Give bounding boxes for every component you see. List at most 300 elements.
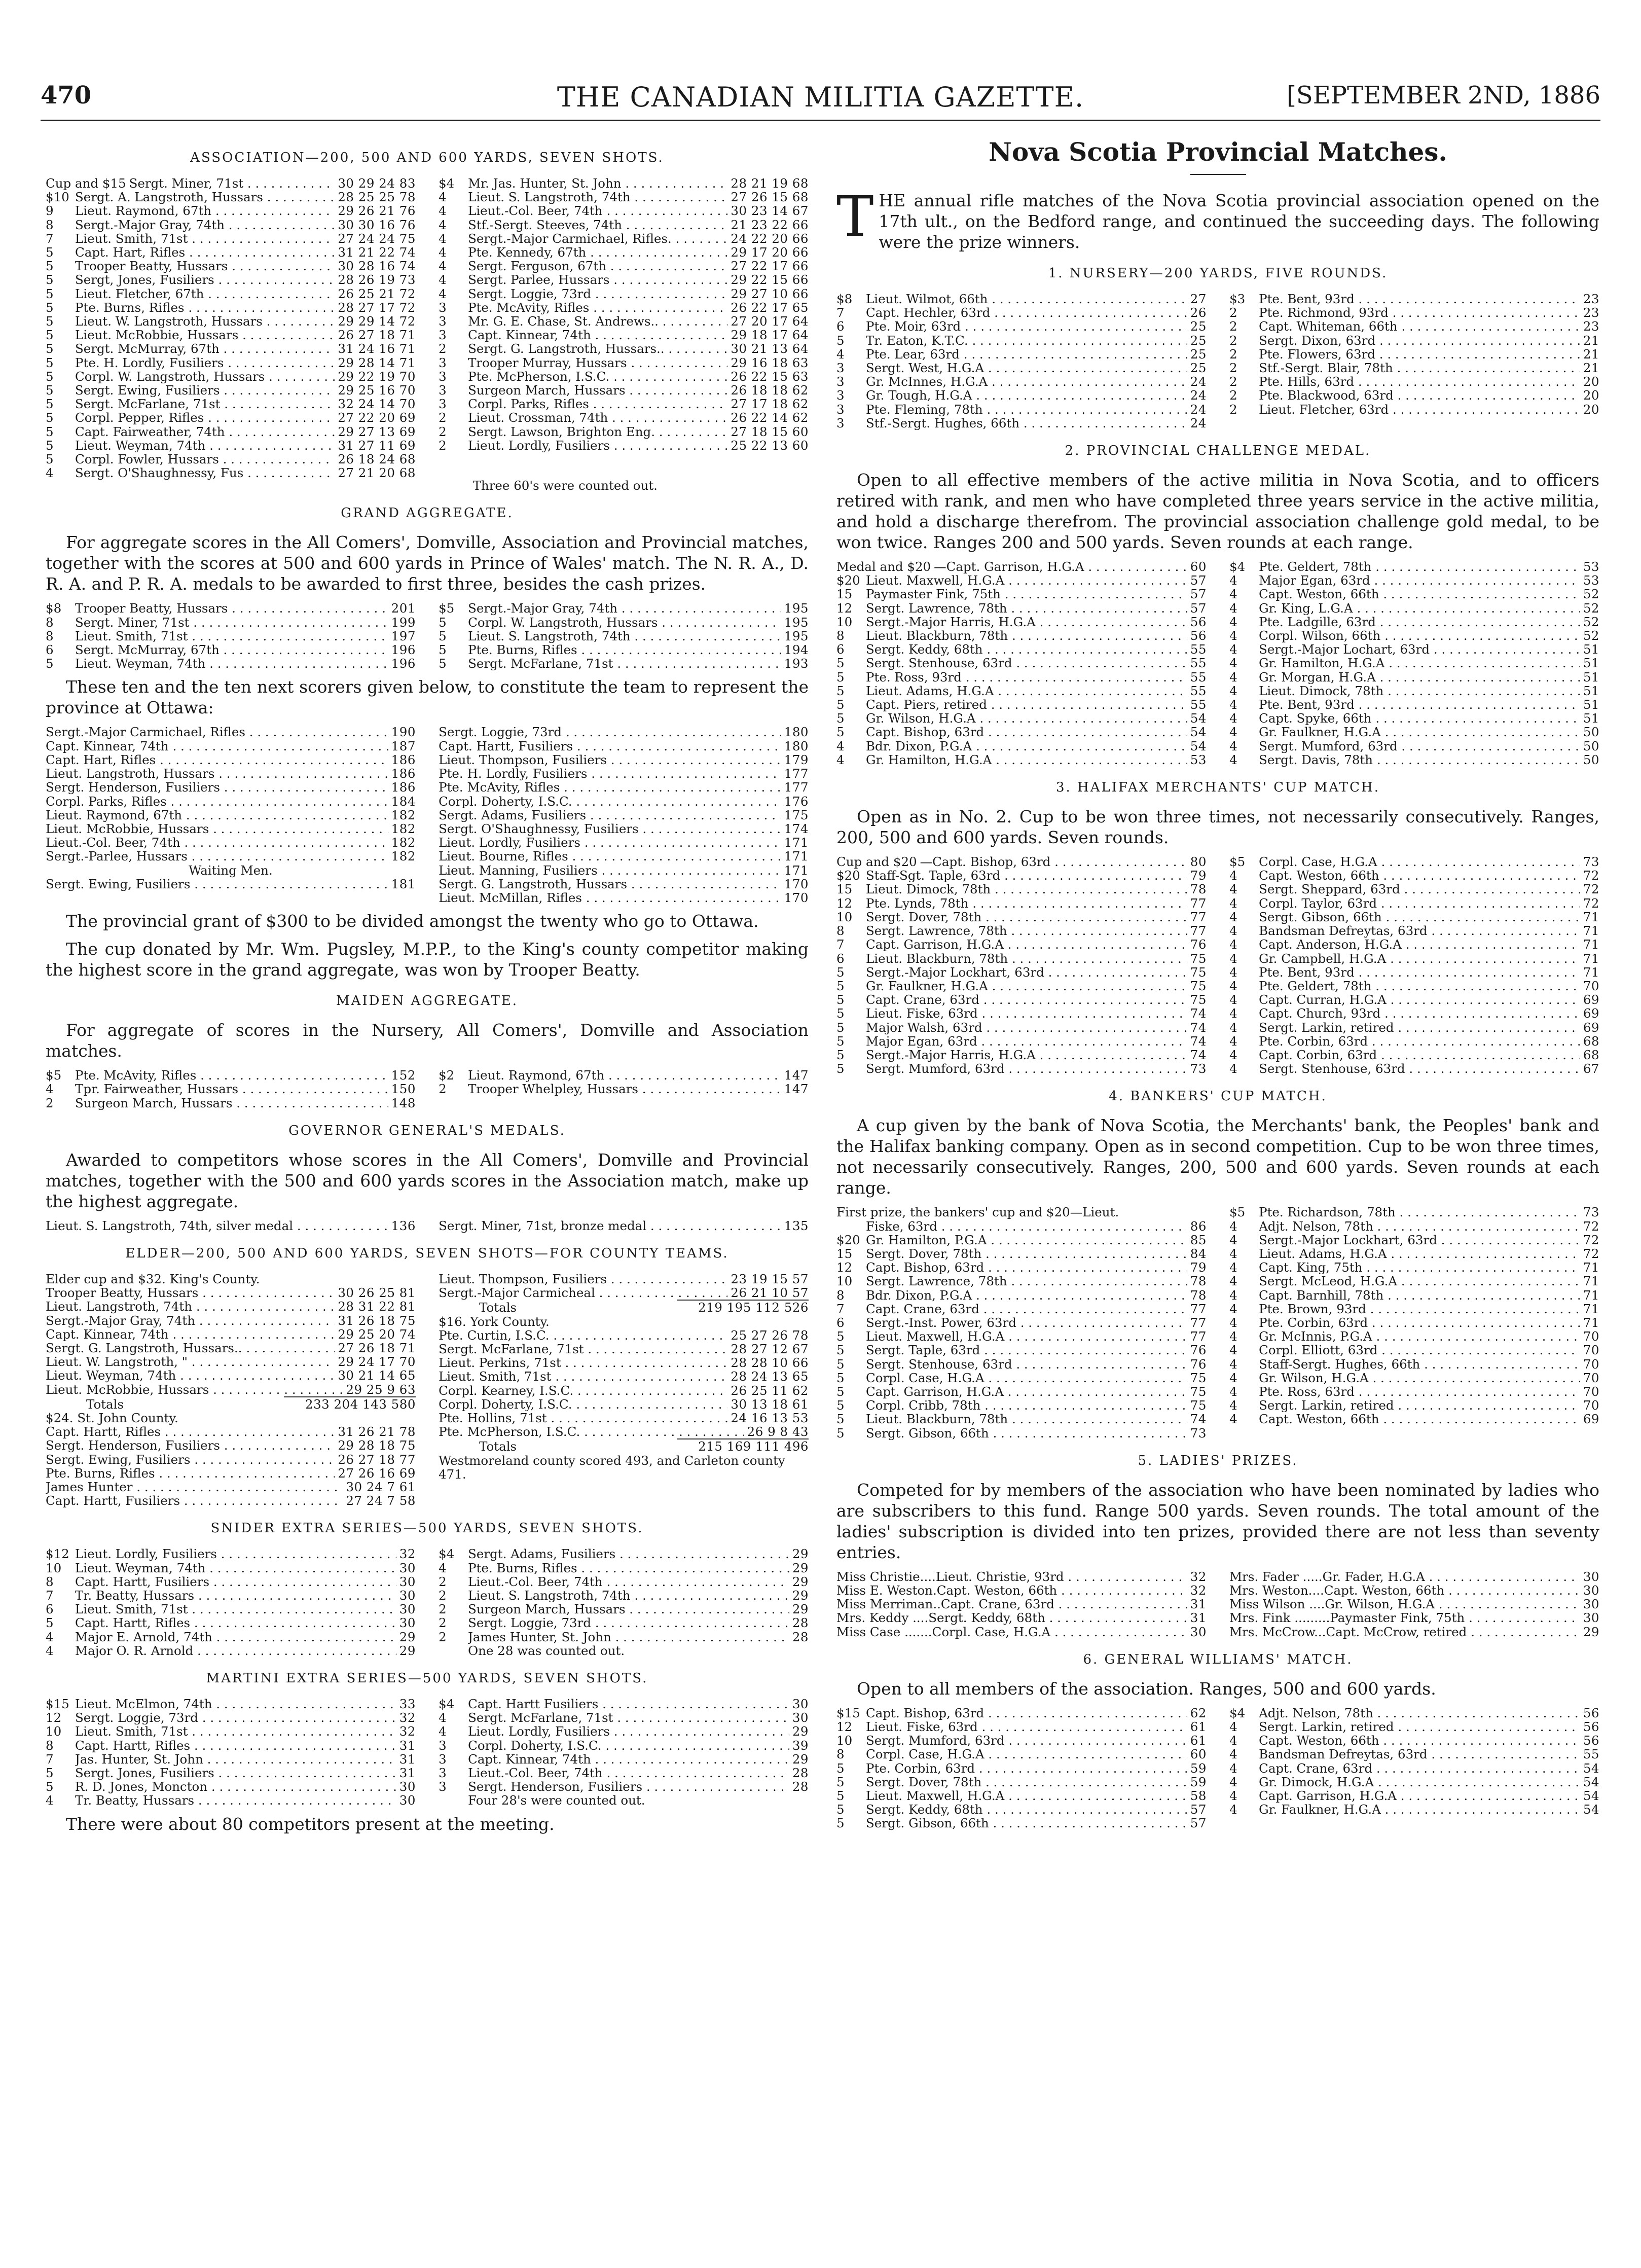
row-name: Sergt.-Major Carmichael, Rifles . . .	[46, 725, 388, 739]
row-prize: 5	[836, 725, 845, 740]
row-name: Capt. Garrison, H.G.A . . .	[1259, 1789, 1580, 1803]
row-score: 30 21 13 64	[731, 341, 809, 356]
row-prize: $5	[439, 601, 455, 616]
table-row	[1229, 601, 1599, 615]
row-prize: 5	[439, 656, 447, 671]
table-row	[1229, 952, 1599, 965]
row-name: Sergt. Taple, 63rd . . .	[866, 1343, 1187, 1357]
row-score: 184	[391, 794, 416, 809]
row-name: Sergt. Larkin, retired . . .	[1259, 1720, 1580, 1734]
row-name: Pte. Lear, 63rd . . .	[866, 347, 1187, 361]
table-row	[46, 466, 416, 480]
row-name: Lieut. Smith, 71st . . .	[75, 629, 388, 643]
row-prize: 7	[46, 231, 54, 246]
table-row	[439, 822, 809, 836]
row-name: Sergt. Dover, 78th . . .	[866, 910, 1187, 924]
row-score: 25 27 26 78	[731, 1327, 809, 1343]
nursery-right	[1229, 292, 1599, 430]
table-row	[439, 657, 809, 670]
row-prize: 2	[1229, 388, 1237, 403]
row-prize: 4	[439, 1724, 447, 1739]
row-name: Pte. Brown, 93rd . . .	[1259, 1302, 1580, 1316]
row-name: Capt. Garrison, H.G.A . . .	[866, 1385, 1187, 1398]
row-name: Capt. Piers, retired . . .	[866, 698, 1187, 711]
row-prize: 4	[439, 203, 447, 219]
row-score: 71	[1583, 909, 1599, 924]
row-score: 56	[1583, 1705, 1599, 1720]
row-name: Sergt, Jones, Fusiliers . . .	[75, 273, 335, 286]
row-score: 20	[1583, 374, 1599, 389]
row-score: 27 20 17 64	[731, 314, 809, 329]
row-name: Capt. Barnhill, 78th . . .	[1259, 1288, 1580, 1302]
row-score: 71	[1583, 1287, 1599, 1303]
row-score: 51	[1583, 683, 1599, 698]
row-prize: 2	[439, 438, 447, 453]
row-name: Sergt. Lawrence, 78th . . .	[866, 1274, 1187, 1288]
table-row	[439, 328, 809, 342]
row-name: Mrs. Keddy ....Sergt. Keddy, 68th . . .	[836, 1611, 1187, 1625]
table-row	[1229, 1747, 1599, 1761]
table-row	[439, 273, 809, 286]
row-score: 53	[1583, 573, 1599, 588]
row-score: 54	[1190, 711, 1207, 726]
table-row	[46, 452, 416, 466]
row-score: 32	[399, 1546, 416, 1562]
table-row	[439, 1068, 809, 1082]
row-prize: 4	[1229, 1246, 1237, 1261]
table-row	[46, 1752, 416, 1766]
table-row	[1229, 1316, 1599, 1329]
row-score: 61	[1190, 1719, 1207, 1734]
table-row	[836, 1316, 1207, 1329]
table-row	[1229, 1288, 1599, 1302]
row-name: Pte. Hollins, 71st . . .	[439, 1411, 727, 1425]
row-score: 86	[1190, 1218, 1207, 1234]
row-name: Sergt. McLeod, H.G.A . . .	[1259, 1274, 1580, 1288]
table-row	[1229, 1329, 1599, 1343]
row-score: 28 31 22 81	[338, 1299, 416, 1314]
row-prize: 3	[439, 300, 447, 315]
row-name: Sergt. Sheppard, 63rd . . .	[1259, 882, 1580, 896]
row-prize: 5	[836, 1774, 845, 1789]
row-prize: 6	[46, 642, 54, 658]
intro-paragraph	[836, 184, 1599, 253]
row-score: 25	[1190, 346, 1207, 362]
elder-left	[46, 1272, 416, 1507]
row-prize: 4	[1229, 951, 1237, 966]
row-score: 199	[391, 615, 416, 630]
maiden-right	[439, 1068, 809, 1110]
table-row	[46, 1327, 416, 1341]
row-score: 182	[391, 835, 416, 850]
table-row	[46, 1300, 416, 1313]
table-row	[439, 1425, 809, 1438]
table-row	[836, 1426, 1207, 1440]
row-prize: $5	[1229, 1205, 1246, 1220]
row-name: Mrs. Fink .........Paymaster Fink, 75th . . .	[1229, 1611, 1580, 1625]
row-name: Lieut. Crossman, 74th . . .	[468, 411, 727, 424]
table-row	[439, 629, 809, 643]
row-prize: 4	[1229, 1006, 1237, 1021]
table-row	[46, 629, 416, 643]
row-name: Sergt. G. Langstroth, Hussars . . .	[439, 877, 781, 891]
row-name: Gr. Dimock, H.G.A . . .	[1259, 1775, 1580, 1789]
row-score: 26 22 15 63	[731, 369, 809, 384]
row-score: 79	[1190, 1260, 1207, 1275]
row-name: Lieut. S. Langstroth, 74th . . .	[468, 190, 727, 204]
table-row	[1229, 1761, 1599, 1775]
challenge-right	[1229, 560, 1599, 767]
table-row	[836, 1412, 1207, 1426]
row-score: 76	[1190, 937, 1207, 952]
row-prize: Cup and $15	[46, 176, 126, 191]
table-row	[1229, 1611, 1599, 1625]
row-name: Lieut. McElmon, 74th . . .	[75, 1697, 396, 1711]
row-score: 23	[1583, 305, 1599, 320]
row-name: Sergt. McFarlane, 71st . . .	[468, 657, 781, 670]
team-table	[46, 725, 809, 905]
row-score: 30	[399, 1793, 416, 1808]
row-prize: 4	[46, 1629, 54, 1644]
row-score: 67	[1583, 1061, 1599, 1076]
table-row	[439, 1272, 809, 1286]
row-score: 75	[1190, 1370, 1207, 1385]
table-row	[1229, 656, 1599, 670]
row-prize: 4	[1229, 1232, 1237, 1247]
row-prize: 4	[1229, 1301, 1237, 1316]
table-row	[46, 1739, 416, 1752]
row-name: Lieut. Bourne, Rifles . . .	[439, 849, 781, 863]
row-name: Sergt. Parlee, Hussars . . .	[468, 273, 727, 286]
table-row	[439, 287, 809, 301]
williams-table	[836, 1706, 1599, 1830]
row-score: 177	[784, 780, 809, 795]
row-prize: 4	[439, 259, 447, 274]
row-score: 181	[391, 876, 416, 891]
row-prize: $4	[1229, 559, 1246, 574]
challenge-heading: 2. PROVINCIAL CHALLENGE MEDAL.	[1065, 443, 1371, 459]
row-score: 186	[391, 780, 416, 795]
row-score: 28 28 10 66	[731, 1355, 809, 1371]
row-name: Pte. H. Lordly, Fusiliers . . .	[439, 767, 781, 780]
row-prize: 4	[439, 245, 447, 260]
row-name: Pte. Kennedy, 67th . . .	[468, 245, 727, 259]
row-prize: 5	[46, 438, 54, 453]
row-name: Lieut. Smith, 71st . . .	[75, 232, 335, 245]
row-name: Sergt. G. Langstroth, Hussars.. . . .	[46, 1341, 335, 1355]
row-prize: 5	[439, 642, 447, 658]
table-row	[46, 1466, 416, 1480]
table-row	[836, 1597, 1207, 1611]
row-score: 201	[391, 601, 416, 616]
row-prize: 10	[46, 1560, 62, 1575]
row-prize: 5	[439, 628, 447, 643]
row-score: 31	[399, 1751, 416, 1767]
association-right	[439, 176, 809, 480]
governor-left	[46, 1219, 416, 1233]
row-name: Lieut. McMillan, Rifles . . .	[439, 891, 781, 905]
table-row	[1229, 855, 1599, 869]
row-score: 80	[1190, 854, 1207, 870]
table-row	[46, 204, 416, 218]
row-name: Lieut. Perkins, 71st . . .	[439, 1356, 727, 1370]
row-name: Gr. King, L.G.A . . .	[1259, 601, 1580, 615]
table-row	[46, 1082, 416, 1096]
row-name: Gr. Faulkner, H.G.A . . .	[1259, 1803, 1580, 1816]
row-prize: 4	[1229, 1719, 1237, 1734]
row-prize: 4	[1229, 1760, 1237, 1776]
row-score: 29 25 16 70	[338, 383, 416, 398]
table-row	[836, 601, 1207, 615]
row-name: Miss Merriman..Capt. Crane, 63rd . . .	[836, 1597, 1187, 1611]
row-name: Pte. Moir, 63rd . . .	[866, 319, 1187, 333]
table-row	[439, 342, 809, 355]
row-name: Corpl. Kearney, I.S.C. . . .	[439, 1384, 727, 1397]
row-score: 56	[1190, 614, 1207, 629]
table-row	[439, 1082, 809, 1096]
table-row	[836, 656, 1207, 670]
row-score: 186	[391, 766, 416, 781]
row-name: Mr. G. E. Chase, St. Andrews.. . . .	[468, 314, 727, 328]
table-row	[1229, 1343, 1599, 1357]
row-score: 55	[1583, 1747, 1599, 1762]
table-row	[46, 795, 416, 808]
row-prize: 5	[836, 669, 845, 685]
table-row	[46, 1369, 416, 1382]
row-prize: 4	[1229, 628, 1237, 643]
closing-paragraph: There were about 80 competitors present at the meeting.	[66, 1814, 555, 1834]
row-name: Lieut. S. Langstroth, 74th . . .	[468, 629, 781, 643]
table-row	[1229, 1219, 1599, 1233]
row-score: 29 28 18 75	[338, 1438, 416, 1453]
table-row	[439, 1384, 809, 1397]
row-name: Capt. Hartt Fusiliers . . .	[468, 1697, 789, 1711]
row-score: 177	[784, 766, 809, 781]
row-prize: $4	[439, 176, 455, 191]
row-score: 29	[792, 1560, 809, 1575]
row-prize: 6	[836, 951, 845, 966]
row-score: 51	[1583, 642, 1599, 657]
row-prize: 8	[836, 628, 845, 643]
table-row	[836, 1233, 1207, 1247]
table-row	[1229, 725, 1599, 739]
row-score: 28 26 19 73	[338, 272, 416, 287]
row-prize: 3	[439, 328, 447, 343]
snider-left	[46, 1547, 416, 1658]
halifax-table	[836, 855, 1599, 1075]
row-score: 196	[391, 656, 416, 671]
table-row	[836, 1288, 1207, 1302]
row-name: Lieut. S. Langstroth, 74th . . .	[468, 1589, 789, 1602]
row-prize: 6	[836, 642, 845, 657]
table-row	[439, 439, 809, 452]
row-prize: 15	[836, 882, 853, 897]
row-score: 28 25 25 78	[338, 190, 416, 205]
table-row	[46, 190, 416, 204]
row-score: 30 23 14 67	[731, 203, 809, 219]
table-row	[1229, 1062, 1599, 1075]
challenge-paragraph: Open to all effective members of the active militia in Nova Scotia, and to officers retired with rank, and men who have completed three years service in the active militia, and hold a discharge therefrom. The provincial association challenge gold medal, to be won twice. Ranges 200 and 500 yards. Seven rounds at each range.	[836, 470, 1599, 553]
row-prize: 5	[46, 355, 54, 370]
table-row	[836, 1789, 1207, 1803]
row-prize: 2	[439, 410, 447, 425]
row-name: Corpl. Doherty, I.S.C. . . .	[468, 1739, 789, 1752]
row-name: Capt. Crane, 63rd . . .	[866, 1302, 1187, 1316]
row-prize: 6	[836, 1315, 845, 1330]
table-row	[836, 587, 1207, 601]
row-score: 196	[391, 642, 416, 658]
table-row	[836, 896, 1207, 910]
table-row	[439, 1752, 809, 1766]
row-name: Lieut. W. Langstroth, " . . .	[46, 1355, 335, 1369]
row-name: Major E. Arnold, 74th . . .	[75, 1630, 396, 1644]
row-score: 73	[1190, 1425, 1207, 1441]
row-name: —Capt. Bishop, 63rd . . .	[920, 855, 1187, 869]
table-row	[46, 808, 416, 822]
table-row	[836, 1048, 1207, 1062]
row-score: 31	[1190, 1610, 1207, 1626]
row-name: Lieut. Dimock, 78th . . .	[1259, 684, 1580, 698]
table-row	[46, 1602, 416, 1616]
row-score: 29 24 17 70	[338, 1354, 416, 1370]
row-name: Gr. McInnes, H.G.A . . .	[866, 375, 1187, 388]
row-score: 52	[1583, 587, 1599, 602]
row-name: Lieut. W. Langstroth, Hussars . . .	[75, 314, 335, 328]
row-name: Sergt. Keddy, 68th . . .	[866, 1803, 1187, 1816]
table-row	[46, 370, 416, 383]
row-name: Corpl. Fowler, Hussars . . .	[75, 452, 335, 466]
table-row	[439, 725, 809, 739]
row-prize: 4	[1229, 909, 1237, 924]
row-score: 29 25 9 63	[346, 1382, 416, 1397]
martini-heading: MARTINI EXTRA SERIES—500 YARDS, SEVEN SHOTS.	[206, 1671, 648, 1686]
table-row	[46, 1383, 416, 1396]
williams-heading: 6. GENERAL WILLIAMS' MATCH.	[1083, 1651, 1353, 1667]
table-row	[46, 287, 416, 301]
row-prize: 5	[46, 369, 54, 384]
table-row	[1229, 753, 1599, 767]
row-score: 29	[399, 1629, 416, 1644]
row-name: Capt. Hartt, Rifles . . .	[46, 1425, 335, 1438]
row-score: 54	[1190, 738, 1207, 753]
table-row	[1229, 629, 1599, 642]
table-row	[439, 849, 809, 863]
table-row	[1229, 1302, 1599, 1316]
row-name: Capt. Crane, 63rd . . .	[866, 993, 1187, 1006]
table-row	[1229, 1398, 1599, 1412]
table-row	[1229, 1034, 1599, 1048]
row-name: Lieut. Lordly, Fusiliers . . .	[439, 836, 781, 849]
elder-table	[46, 1272, 809, 1507]
row-score: 195	[784, 601, 809, 616]
row-prize: 4	[1229, 964, 1237, 980]
table-row	[836, 1261, 1207, 1274]
row-score: 71	[1583, 1274, 1599, 1289]
row-score: 54	[1583, 1802, 1599, 1817]
row-name: Lieut. McRobbie, Hussars . . .	[75, 328, 335, 342]
table-row	[46, 1355, 416, 1369]
row-score: 52	[1583, 628, 1599, 643]
row-score: 171	[784, 849, 809, 864]
row-score: 29 22 15 66	[731, 272, 809, 287]
row-name: Sergt.-Major Gray, 74th . . .	[468, 601, 781, 615]
bankers-left	[836, 1219, 1207, 1440]
table-row	[46, 643, 416, 657]
row-name: Lieut. Thompson, Fusiliers . . .	[439, 1272, 727, 1286]
row-score: 150	[391, 1082, 416, 1097]
row-prize: $20	[836, 573, 860, 588]
row-prize: 2	[439, 1588, 447, 1603]
table-row	[439, 370, 809, 383]
table-row	[1229, 1371, 1599, 1385]
table-row	[836, 1734, 1207, 1747]
ladies-right	[1229, 1570, 1599, 1639]
row-name: Pte. Lynds, 78th . . .	[866, 896, 1187, 910]
row-name: Lieut. Blackburn, 78th . . .	[866, 952, 1187, 965]
york-totals	[439, 1439, 809, 1453]
title-rule	[1190, 174, 1246, 175]
table-row	[46, 439, 416, 452]
row-score: 28	[792, 1629, 809, 1644]
intro-text: HE annual rifle matches of the Nova Scotia provincial association opened on the 17th ult., on the Bedford range, and continued the succeeding days. The following were the prize winners.	[879, 191, 1599, 252]
row-score: 30	[1583, 1582, 1599, 1598]
row-prize: 5	[836, 1816, 845, 1831]
table-row	[46, 1724, 416, 1738]
row-name: Sergt. Henderson, Fusiliers . . .	[468, 1780, 789, 1793]
row-name: Surgeon March, Hussars . . .	[468, 383, 727, 397]
table-row	[836, 910, 1207, 924]
row-score: 72	[1583, 1232, 1599, 1247]
row-score: 70	[1583, 1329, 1599, 1344]
row-score: 74	[1190, 1006, 1207, 1021]
table-row	[46, 780, 416, 794]
row-prize: 4	[1229, 868, 1237, 883]
row-score: 72	[1583, 1246, 1599, 1261]
table-row	[439, 176, 809, 190]
row-prize: 5	[46, 300, 54, 315]
row-score: 30 26 25 81	[338, 1285, 416, 1301]
table-row	[439, 1286, 809, 1300]
row-score: 71	[1583, 951, 1599, 966]
row-score: 170	[784, 876, 809, 891]
row-score: 28 27 12 67	[731, 1341, 809, 1356]
table-row	[439, 1356, 809, 1370]
martini-right-wrap	[439, 1697, 809, 1808]
table-row	[46, 1096, 416, 1110]
row-name: Lieut. Fiske, 63rd . . .	[866, 1720, 1187, 1734]
row-score: 24	[1190, 388, 1207, 403]
row-score: 70	[1583, 1384, 1599, 1399]
table-row	[46, 1314, 416, 1327]
row-score: 26 22 17 65	[731, 300, 809, 315]
row-score: 71	[1583, 1260, 1599, 1275]
row-score: 23	[1583, 319, 1599, 334]
row-name: Lieut. Maxwell, H.G.A . . .	[866, 1329, 1187, 1343]
row-score: 50	[1583, 752, 1599, 767]
row-prize: 5	[836, 697, 845, 712]
table-row	[46, 328, 416, 342]
row-score: 55	[1190, 656, 1207, 671]
row-score: 71	[1583, 1301, 1599, 1316]
row-prize: 2	[1229, 305, 1237, 320]
row-name: Pte. Bent, 93rd . . .	[1259, 292, 1580, 306]
table-row	[1229, 1775, 1599, 1789]
row-prize: $4	[439, 1697, 455, 1712]
row-name: Totals	[479, 1301, 517, 1315]
row-name: Lieut. Weyman, 74th . . .	[75, 657, 388, 670]
row-name: Capt. Kinnear, 74th . . .	[46, 739, 388, 753]
row-name: Capt. Bishop, 63rd . . .	[866, 1706, 1187, 1720]
